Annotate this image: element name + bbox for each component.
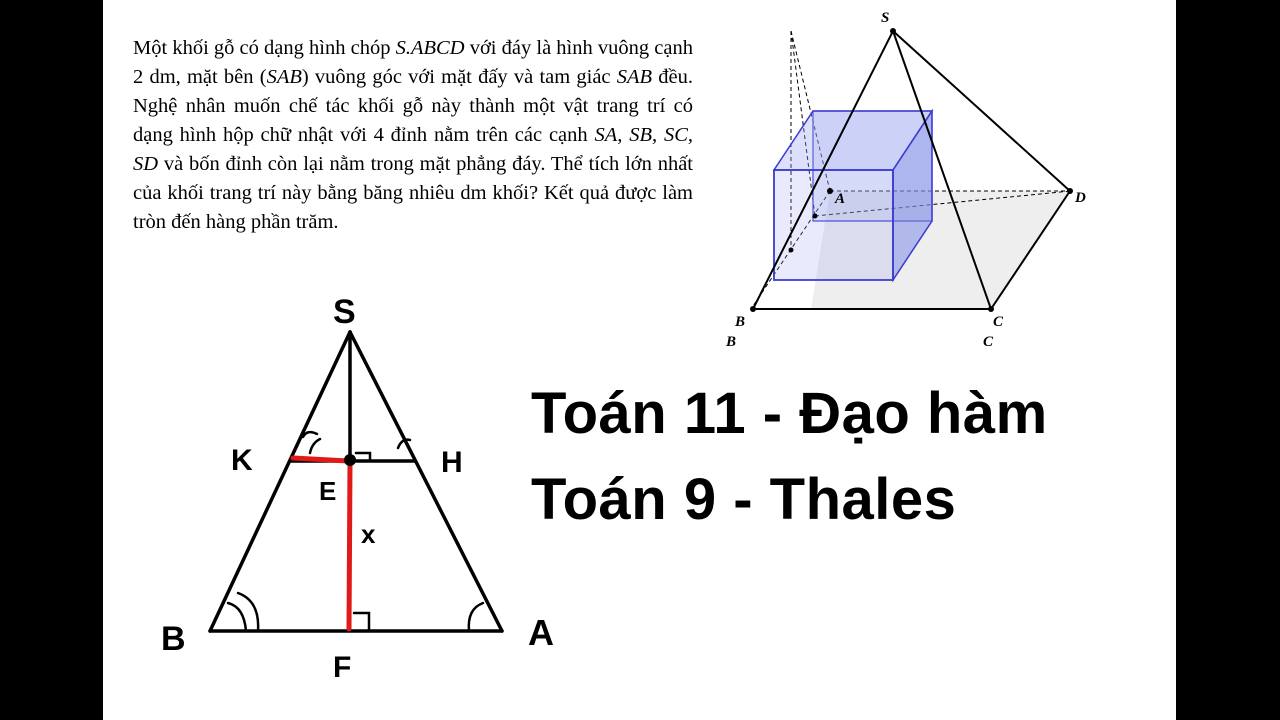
page (103, 0, 1176, 720)
label-c-ghost: C (983, 334, 994, 350)
vertex-s (890, 28, 896, 34)
label-a: A (835, 191, 846, 207)
vertex-c (988, 306, 994, 312)
label-e: E (319, 476, 337, 506)
label-b: B (161, 620, 186, 658)
label-x: x (361, 519, 376, 549)
problem-term: SAB (266, 66, 302, 88)
problem-term: SAB (616, 66, 653, 88)
angle-mark (303, 432, 320, 453)
label-s: S (333, 293, 356, 331)
problem-text-part: đều. Nghệ nhân muốn chế tác khối gỗ này thành một vật trang trí có dạng hình hộp chữ nhật với 4 đỉnh nằm trên các cạnh (133, 66, 693, 146)
label-d: D (1075, 190, 1086, 206)
label-s: S (881, 10, 890, 26)
point-e (344, 454, 356, 466)
vertex-a (827, 188, 833, 194)
side-sa (350, 332, 502, 631)
label-b: B (735, 314, 746, 330)
point (789, 248, 794, 253)
vertex-b (750, 306, 756, 312)
vertex-d (1067, 188, 1073, 194)
problem-term: SA, SB, SC, SD (133, 124, 693, 175)
label-k: K (231, 444, 253, 477)
problem-text-part: và bốn đỉnh còn lại nằm trong mặt phẳng đáy. Thể tích lớn nhất của khối trang trí này bằng băng nhiêu dm khối? Kết quả được làm tròn đến hàng phần trăm. (133, 153, 693, 233)
angle-mark (469, 603, 483, 631)
problem-term: S.ABCD (395, 37, 465, 59)
box-front-face (774, 170, 893, 280)
segment-ke (293, 458, 348, 461)
problem-text-part: với đáy là hình vuông cạnh 2 dm, mặt bên ( (133, 37, 693, 88)
problem-text (133, 34, 693, 237)
label-c: C (993, 314, 1004, 330)
segment-ef (349, 463, 350, 629)
point (813, 214, 818, 219)
pyramid-figure (723, 0, 1123, 360)
angle-mark (228, 593, 258, 631)
label-b-ghost: B (726, 334, 737, 350)
label-f: F (333, 651, 352, 684)
right-angle-mark (354, 613, 369, 631)
problem-text-part: Một khối gỗ có dạng hình chóp (133, 37, 396, 59)
headline-line2: Toán 9 - Thales (531, 467, 957, 532)
label-a: A (528, 612, 554, 653)
problem-text-part: ) vuông góc với mặt đấy và tam giác (301, 66, 617, 88)
headline-line1: Toán 11 - Đạo hàm (531, 381, 1048, 446)
label-h: H (441, 446, 463, 479)
